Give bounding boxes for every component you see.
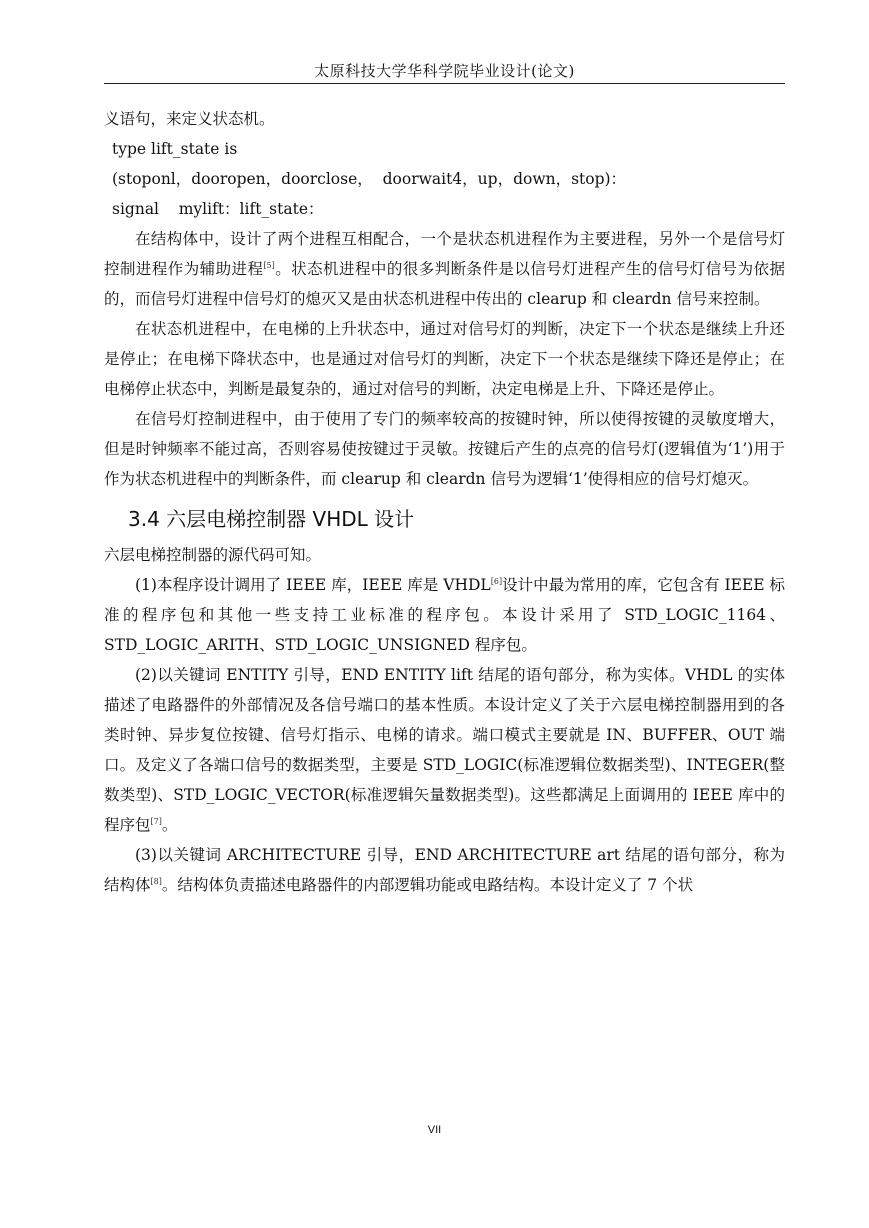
- paragraph-text: (3)以关键词 ARCHITECTURE 引导，END ARCHITECTURE art 结尾的语句部分，称为结构体: [104, 846, 785, 894]
- citation-5: [5]: [263, 260, 275, 270]
- paragraph-item-1: [104, 570, 785, 660]
- paragraph-continuation: 义语句，来定义状态机。: [104, 110, 275, 128]
- citation-6: [6]: [490, 576, 503, 586]
- citation-8: [8]: [150, 876, 162, 886]
- code-line-2: (stoponl，dooropen，doorclose， doorwait4，up，down，stop)：: [112, 170, 627, 188]
- paragraph-state-machine: 在状态机进程中，在电梯的上升状态中，通过对信号灯的判断，决定下一个状态是继续上升还是停止；在电梯下降状态中，也是通过对信号灯的判断，决定下一个状态是继续下降还是停止；在电梯停止状态中，判断是最复杂的，通过对信号的判断，决定电梯是上升、下降还是停止。: [104, 320, 785, 398]
- page-header: 太原科技大学华科学院毕业设计(论文): [314, 62, 575, 80]
- page-number: VII: [427, 1124, 442, 1136]
- paragraph-structure: [104, 224, 785, 314]
- header-divider: [104, 83, 785, 84]
- page-body: [104, 104, 785, 900]
- paragraph-text: 。状态机进程中的很多判断条件是以信号灯进程产生的信号灯信号为依据的，而信号灯进程中信号灯的熄灭又是由状态机进程中传出的 clearup 和 cleardn 信号来控制。: [104, 260, 785, 308]
- code-line-3: signal mylift：lift_state：: [112, 200, 324, 218]
- paragraph-text: 。结构体负责描述电路器件的内部逻辑功能或电路结构。本设计定义了 7 个状: [161, 876, 694, 894]
- section-heading: 3.4 六层电梯控制器 VHDL 设计: [128, 507, 415, 531]
- paragraph-text: 。: [161, 816, 178, 834]
- code-line-1: type lift_state is: [112, 140, 238, 158]
- paragraph-intro: 六层电梯控制器的源代码可知。: [104, 546, 322, 564]
- paragraph-signal-light: 在信号灯控制进程中，由于使用了专门的频率较高的按键时钟，所以使得按键的灵敏度增大，但是时钟频率不能过高，否则容易使按键过于灵敏。按键后产生的点亮的信号灯(逻辑值为‘1’)用于作为状态机进程中的判断条件，而 clearup 和 cleardn 信号为逻辑‘1’使得相应的信号灯熄灭。: [104, 410, 785, 488]
- paragraph-text: 设计中最为常用的库，它包含有 IEEE 标准的程序包和其他一些支持工业标准的程序包。本设计采用了 STD_LOGIC_1164、STD_LOGIC_ARITH、STD_LOGIC_UNSIGNED 程序包。: [104, 576, 785, 654]
- paragraph-item-2: [104, 660, 785, 840]
- paragraph-text: (1)本程序设计调用了 IEEE 库，IEEE 库是 VHDL: [135, 576, 491, 594]
- paragraph-item-3: [104, 840, 785, 900]
- paragraph-text: (2)以关键词 ENTITY 引导，END ENTITY lift 结尾的语句部分，称为实体。VHDL 的实体描述了电路器件的外部情况及各信号端口的基本性质。本设计定义了关于六层电梯控制器用到的各类时钟、异步复位按键、信号灯指示、电梯的请求。端口模式主要就是 IN、BUFFER、OUT 端口。及定义了各端口信号的数据类型，主要是 STD_LOGIC(标准逻辑位数据类型)、INTEGER(整数类型)、STD_LOGIC_VECTOR(标准逻辑矢量数据类型)。这些都满足上面调用的 IEEE 库中的程序包: [104, 666, 785, 834]
- citation-7: [7]: [150, 816, 162, 826]
- paragraph-text: 在结构体中，设计了两个进程互相配合，一个是状态机进程作为主要进程，另外一个是信号灯控制进程作为辅助进程: [104, 230, 785, 278]
